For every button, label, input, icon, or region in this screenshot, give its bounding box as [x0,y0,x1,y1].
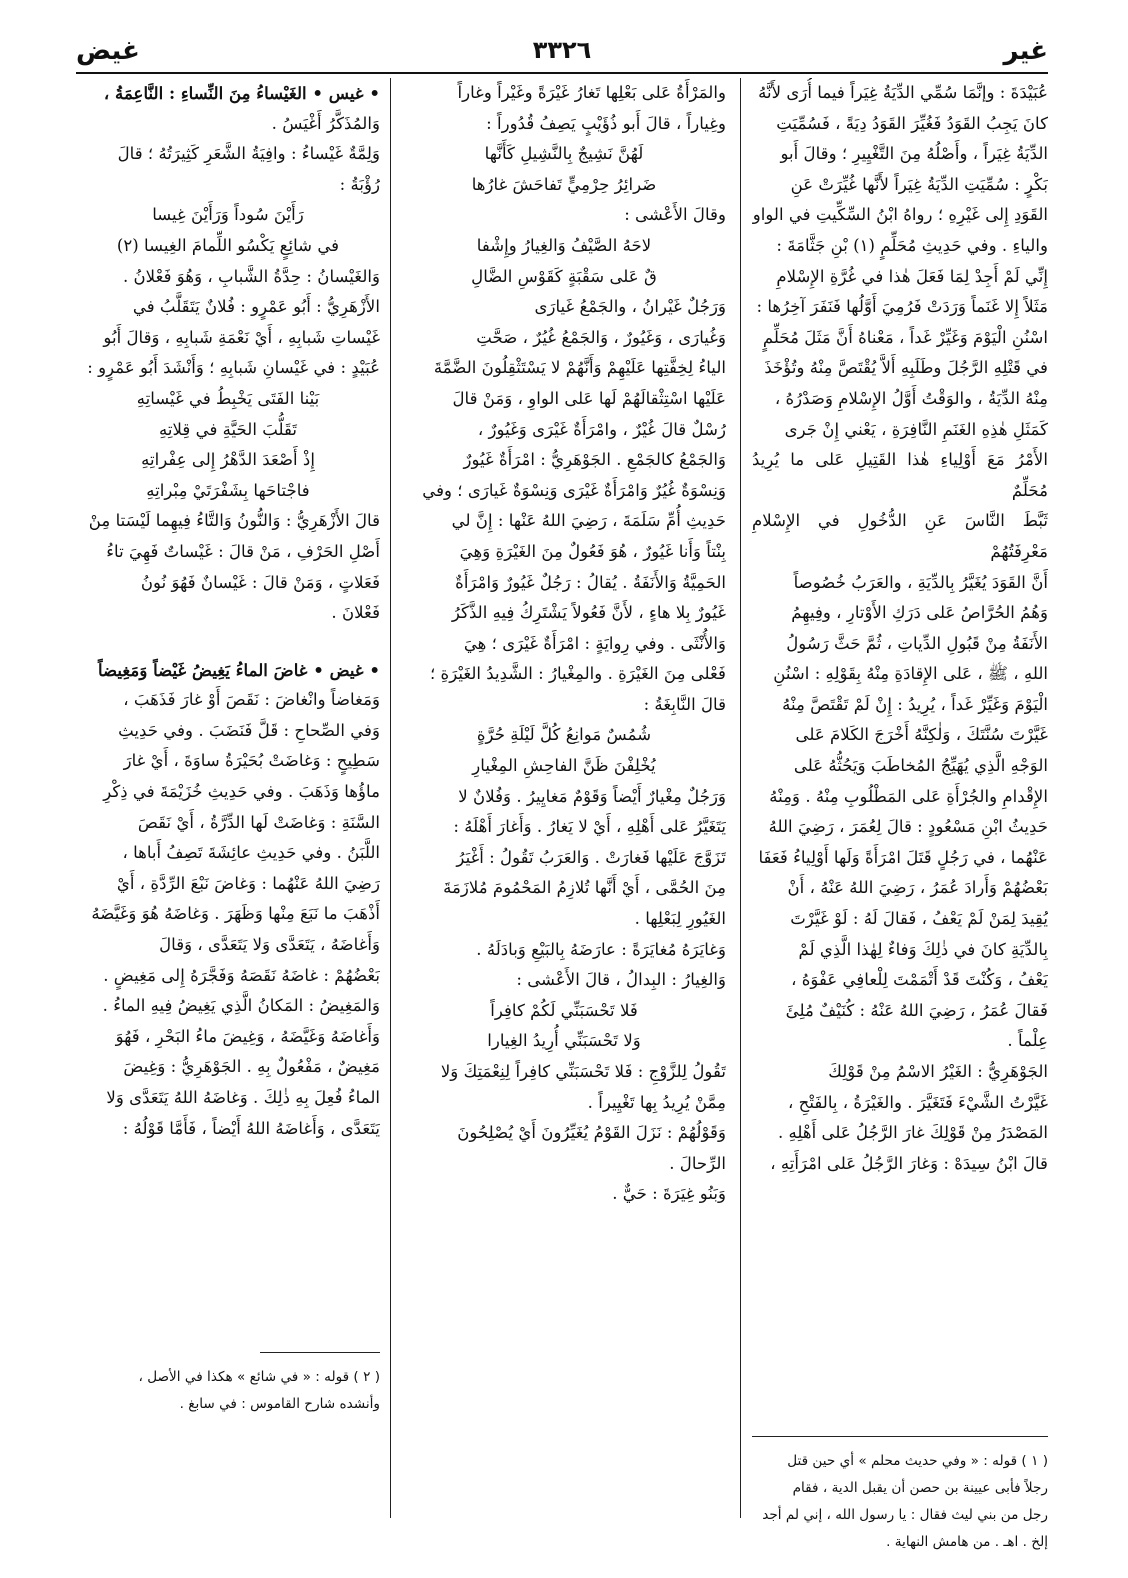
text-line: رَضِيَ اللهُ عَنْهُما : وَغاضَ نَبْعَ الرِّدَّةِ ، أَيْ [116,873,380,893]
text-line: قالَ النَّابِغَةُ : [643,694,726,714]
text-line: وَنِسْوَةٌ غُيُرٌ وَامْرَأَةٌ غَيْرَى وَنِسْوَةٌ غَيارَى ؛ وفي [422,480,726,500]
middle-column [402,78,726,1548]
text-line: وَهُمُ الحُرَّاصُ عَلى دَرَكِ الأَوْتارِ ، وفِيهِمُ [791,603,1048,623]
verse-line: فاجْتاحَها بِشَفْرَتَيْ مِبْراتِهِ [146,480,310,500]
text-line: عِلْماً . [1007,1031,1048,1051]
text-line: والمَرْأَةُ عَلى بَعْلِها تَغارُ غَيْرَةً وغَيْراً وغاراً [457,83,726,102]
text-line: بِنْتاً وَأَنا غَيُورٌ ، هُوَ فَعُولٌ مِنَ الغَيْرَةِ وَهِيَ [459,541,726,561]
verse-line: شُمُسٌ مَوانِعُ كُلَّ لَيْلَةِ حُرَّةٍ [476,725,652,745]
text-line: رُؤْبَةُ : [339,174,380,194]
text-line: حَدِيثِ أُمِّ سَلَمَةَ ، رَضِيَ اللهُ عَنْها : إِنَّ لي [451,511,726,531]
verse-line: لَهُنَّ نَشِيجٌ بِالنَّشِيلِ كَأَنَّها [484,144,644,164]
verse-line: وَلا تَحْسَبَنِّي أُرِيدُ الغِيارا [487,1031,641,1051]
text-line: سَطِيحٍ : وَغاضَتْ بُحَيْرَةُ ساوَةَ ، أَيْ غارَ [123,751,380,771]
verse-line: لاحَهُ الصَّيْفُ وَالغِيارُ وإِشْفا [476,235,652,255]
text-line: فَعْلى مِنَ الغَيْرَةِ . والمِغْيارُ : الشَّدِيدُ الغَيْرَةِ ؛ [429,664,726,684]
text-line: الأَنَفَةُ مِنْ قَبُولِ الدِّياتِ ، ثُمَّ حَثَّ رَسُولُ [786,633,1048,653]
text-line: وَقَوْلُهُمْ : نَزَلَ القَوْمُ يُغَيِّرُونَ أَيْ يُصْلِحُونَ [457,1123,726,1143]
text-line: يَتَغَيَّرُ عَلى أَهْلِهِ ، أَيْ لا يَغارُ . وَأَغارَ أَهْلَهُ : [453,817,726,837]
text-line: تَزَوَّجَ عَلَيْها فَغارَتْ . وَالعَرَبُ تَقُولُ : أَغْيَرُ [456,847,726,867]
text-line: فَقالَ عُمَرُ ، رَضِيَ اللهُ عَنْهُ : كُنَيْفٌ مُلِئَ [785,1000,1048,1020]
text-line: يُقِيدَ لِمَنْ لَمْ يَعْفُ ، فَقالَ لَهُ : لَوْ غَيَّرْتَ [790,909,1048,929]
verse-line: تَقَلُّبَ الحَيَّةِ في قِلاتِهِ [158,419,298,439]
footnote-line: إلخ . اهـ . من هامش النهاية . [886,1534,1048,1550]
text-line: الوَجْهِ الَّذِي يُهَيِّجُ المُخاطَبَ وَيَحُثُّهُ عَلى [793,756,1048,776]
text-line: وَالجَمْعُ كالجَمْعِ . الجَوْهَرِيُّ : امْرَأَةٌ غَيُورٌ [463,450,726,470]
text-line: الْيَوْمَ وَغَيِّرْ غَداً ، يُرِيدُ : إِنْ لَمْ تَقْتَصَّ مِنْهُ [782,694,1048,714]
text-line: مَغِيضٌ ، مَفْعُولٌ بِهِ . الجَوْهَرِيُّ : وَغِيضَ [123,1057,380,1077]
text-line: وَالمُذَكَّرُ أَغْيَسُ . [271,113,380,133]
text-line: ثَبَّطَ النَّاسَ عَنِ الدُّخُولِ في الإِسْلامِ مَعْرِفَتُهُمْ [752,511,1048,561]
text-line: في قَتْلِهِ الرَّجُلَ وطَلَبِهِ أَلاَّ يُقْتَصَّ مِنْهُ وتُؤْخَذَ [764,358,1048,378]
verse-line: فَلا تَحْسَبَنِّي لَكُمْ كافِراً [490,1000,638,1020]
text-line: غَيَّرْتُ الشَّيْءَ فَتَغَيَّرَ . والغَيْرَةُ ، بِالفَتْحِ ، [788,1092,1048,1112]
text-line: يَتَعَدَّى ، وَأَغاضَهُ اللهُ أَيْضاً ، فَأَمَّا قَوْلُهُ : [122,1118,380,1138]
verse-line: يُخْلِفْنَ ظَنَّ الفاحِشِ المِغْيارِ [472,756,656,776]
text-line: رُسْلٌ قالَ غُيْرٌ ، وامْرَأَةٌ غَيْرَى وَغَيُورٌ ، [477,419,726,439]
footnote-line: ( ٢ ) قوله : « في شائع » هكذا في الأصل ، [138,1369,380,1385]
text-line: مِنْهُ الدِّيَةُ ، والوَقْتُ أَوَّلُ الإِسْلامِ وَصَدْرُهُ ، [774,388,1048,408]
entry-heading-ghyd: • غيض • غاضَ الماءُ يَغِيضُ غَيْضاً وَمَغِيضاً [97,659,380,680]
text-line: وَغُيارَى ، وَغَيُورٌ ، وَالجَمْعُ غُيُرٌ ، صَحَّتِ [476,327,726,347]
text-line: السَّنَةِ : وَغاضَتْ لَها الدِّرَّةُ ، أَيْ نَقَصَ [137,812,380,832]
text-line: غَيُورٌ بِلا هاءٍ ، لأَنَّ فَعُولاً يَشْتَرِكُ فِيهِ الذَّكَرُ [451,603,726,623]
text-line: وَفي الصِّحاحِ : قَلَّ فَنَضَبَ . وفي حَدِيثِ [118,720,380,740]
text-line: وغِياراً ، قالَ أَبو ذُؤَيْبٍ يَصِفُ قُدُوراً : [486,113,726,133]
column-divider [740,78,741,1518]
text-line: الدِّيَةُ غِيَراً ، وأَصْلُهُ مِنَ التَّغْيِيرِ ؛ وقالَ أَبو [780,144,1048,164]
text-line: بَعْضُهُمْ وَأَرادَ عُمَرُ ، رَضِيَ اللهُ عَنْهُ ، أَنْ [787,878,1048,898]
text-line: الرِّحالَ . [669,1153,726,1173]
text-line: الماءُ فُعِلَ بِهِ ذٰلِكَ . وَغاضَهُ اللهُ يَتَعَدَّى وَلا [106,1088,380,1107]
text-line: وَالغَيْسانُ : حِدَّةُ الشَّبابِ ، وَهُوَ فَعْلانُ . [122,266,380,286]
text-line: بَعْضُهُمْ : غاضَهُ نَقَصَهُ وَفَجَّرَهُ إِلى مَغِيضٍ . [103,965,380,985]
text-line: وَرَجُلٌ غَيْرانُ ، والجَمْعُ غَيارَى [534,297,726,317]
right-column [752,78,1048,1418]
text-line: القَوَدِ إِلى غَيْرِهِ ؛ رواهُ ابْنُ السِّكِّيتِ في الواو [752,205,1048,225]
right-headword: غير [1003,36,1048,66]
text-line: المَصْدَرُ مِنْ قَوْلِكَ غارَ الرَّجُلُ عَلى أَهْلِهِ . [777,1123,1048,1143]
text-line: يَعْفُ ، وَكُنْتَ قَدْ أَتْمَمْتَ لِلْعافِي عَفْوَهُ ، [791,970,1048,990]
entry-heading-ghys: • غيس • الغَيْساءُ مِنَ النِّساءِ : النَّاعِمَةُ ، [103,83,380,103]
footnote-left [76,1364,380,1424]
text-line: اسْنُنِ الْيَوْمَ وَغَيِّرْ غَداً ، مَعْناهُ أَنَّ مَثَلَ مُحَلِّمٍ [762,327,1048,347]
text-line: كَمَثَلِ هٰذِهِ الغَنَمِ النَّافِرَةِ ، يَعْني إِنْ جَرى [784,419,1048,439]
page-header [76,34,1048,74]
verse-line: في شائِعٍ يَكْسُو اللِّمامَ الغِيسا (٢) [116,235,340,255]
footnote-rule [752,1436,1048,1437]
text-line: غَيَّرْتَ سُنَّتَكَ ، وَلٰكِنَّهُ أَخْرَجَ الكَلامَ عَلى [795,725,1048,745]
text-line: الأَزْهَرِيُّ : أَبُو عَمْرٍو : فُلانٌ يَتَقَلَّبُ في [132,297,380,317]
text-line: عُبَيْدٍ : في غَيْسانِ شَبابِهِ ؛ وَأَنْشَدَ أَبُو عَمْرٍو : [87,358,380,378]
text-line: إِنِّي لَمْ أَجِدْ لِمَا فَعَلَ هٰذا في غُرَّةِ الإِسْلامِ [776,266,1048,286]
text-line: عَلَيْها اسْتِثْقالَهُمْ لَها عَلى الواوِ ، وَمَنْ قالَ [452,388,726,408]
text-line: وَمَغاضاً وانْغاضَ : نَقَصَ أَوْ غارَ فَذَهَبَ ، [123,690,380,710]
text-line: تَقُولُ لِلزَّوْجِ : فَلا تَحْسَبَنِّي كافِراً لِنِعْمَتِكَ وَلا [440,1062,726,1081]
verse-line: إِذْ أَصْعَدَ الدَّهْرُ إِلى عِفْراتِهِ [141,450,315,470]
text-line: كانَ يَجِبُ القَوَدُ فَغُيِّرَ القَوَدُ دِيَةً ، فَسُمِّيَتِ [776,113,1048,133]
text-line: وَالمَغِيضُ : المَكانُ الَّذِي يَغِيضُ فِيهِ الماءُ . [102,996,380,1016]
text-line: الجَوْهَرِيُّ : الغَيْرُ الاسْمُ مِنْ قَوْلِكَ [828,1062,1048,1081]
text-line: فَعْلانَ . [331,603,380,623]
text-line: الياءُ لِخِفَّتِها عَلَيْهِمْ وَأَنَّهُمْ لا يَسْتَثْقِلُونَ الضَّمَّةَ [433,358,726,378]
text-line: ماؤُها وَذَهَبَ . وفي حَدِيثِ خُزَيْمَةَ في ذِكْرِ [103,782,380,802]
left-column [76,78,380,1548]
text-line: وَرَجُلٌ مِغْيارٌ أَيْضاً وَقَوْمٌ مَغايِيرُ . وَفُلانٌ لا [458,786,726,806]
text-line: وَالغِيارُ : البِدالُ ، قالَ الأَعْشى : [516,970,726,990]
footnote-rule [260,1352,380,1353]
verse-line: رَأَيْنَ سُوداً وَرَأَيْنَ غِيسا [152,205,304,225]
text-line: غَيْساتِ شَبابِهِ ، أَيْ نَعْمَةِ شَبابِهِ ، وَقالَ أَبُو [103,327,380,347]
footnote-line: وأنشده شارح القاموس : في سابغ . [179,1396,380,1412]
text-line: قالَ الأَزْهَرِيُّ : وَالنُّونُ وَالتَّاءُ فِيهِما لَيْسَتا مِنْ [88,511,380,531]
footnote-line: ( ١ ) قوله : « وفي حديث محلم » أي حين قتل [787,1453,1048,1469]
text-line: أَصْلِ الحَرْفِ ، مَنْ قالَ : غَيْساتٌ فَهِيَ تاءُ [106,541,380,561]
text-line: الإِقْدامِ والجُرْأَةِ عَلى المَطْلُوبِ مِنْهُ . وَمِنْهُ [769,786,1048,806]
column-divider [390,78,391,1518]
verse-line: بَيْنا الفَتَى يَخْبِطُ في غَيْساتِهِ [136,388,320,408]
text-line: بِالدِّيَةِ كانَ في ذٰلِكَ وَفاءٌ لِهٰذا الَّذِي لَمْ [798,939,1048,959]
verse-line: ضَرائِرُ حِرْمِيٍّ تَفاحَشَ غارُها [471,174,657,194]
footnote-line: رجلاً فأبى عيينة بن حصن أن يقبل الدية ، فقام [792,1480,1048,1496]
page-number: ٣٣٢٦ [532,36,592,64]
text-line: مِمَّنْ يُرِيدُ بِها تَغْيِيراً . [587,1092,726,1112]
text-line: أَنَّ القَوَدَ يُغَيَّرُ بِالدِّيَةِ ، والعَرَبُ خُصُوصاً [793,572,1048,592]
text-line: وَأَغاضَهُ وَغَيَّضَهُ ، وَغِيضَ ماءُ البَحْرِ ، فَهُوَ [115,1026,380,1046]
text-line: وَبَنُو غِيَرَةَ : حَيٌّ . [612,1184,726,1204]
text-line: وَالأُنْثَى . وفي رِوايَةٍ : امْرَأَةٌ غَيْرَى ؛ هِيَ [463,633,726,653]
text-line: الأَمْرُ مَعَ أَوْلِياءِ هٰذا القَتِيلِ عَلى ما يُرِيدُ مُحَلِّمٌ [752,450,1048,500]
verse-line: قٌ عَلى سَقْبَةٍ كَقَوْسِ الضَّالِ [471,266,657,286]
text-line: الحَمِيَّةُ وَالأَنَفَةُ . يُقالُ : رَجُلٌ غَيُورٌ وَامْرَأَةٌ [455,572,726,592]
text-line: والياءِ . وفي حَدِيثِ مُحَلِّمٍ (١) بْنِ جَثَّامَةَ : [776,235,1048,255]
text-line: الغَيُورِ لِبَعْلِها . [634,909,726,929]
footnote-line: رجل من بني ليث فقال : يا رسول الله ، إني لم أجد [762,1507,1048,1523]
text-line: فَعَلاتٍ ، وَمَنْ قالَ : غَيْسانٌ فَهُوَ نُونُ [140,572,380,592]
text-line: بَكْرٍ : سُمِّيَتِ الدِّيَةُ غِيَراً لأَنَّها غُيِّرَتْ عَنِ [790,174,1048,194]
text-line: وقالَ الأَعْشى : [624,205,726,225]
text-line: عَنْهُما ، في رَجُلٍ قَتَلَ امْرَأَةً وَلَها أَوْلِياءُ فَعَفَا [758,847,1048,867]
left-headword: غيض [76,36,140,66]
text-line: وَغايَرَهُ مُغايَرَةً : عارَضَهُ بِالبَيْعِ وَبادَلَهُ . [476,939,726,959]
text-line: أَذْهَبَ ما نَبَعَ مِنْها وَظَهَرَ . وَغاضَهُ هُوَ وَغَيَّضَهُ [91,904,380,924]
text-line: وَأَغاضَهُ ، يَتَعَدَّى وَلا يَتَعَدَّى ، وَقالَ [159,935,380,955]
text-line: اللَّبَنُ . وفي حَدِيثِ عائِشَةَ تَصِفُ أَباها ، [122,843,380,863]
text-line: عُبَيْدَةَ : وإنَّمَا سُمِّي الدِّيَةُ غِيَراً فيما أُرَى لأَنَّهُ [758,83,1048,102]
text-line: اللهِ ، ﷺ ، عَلى الإِقادَةِ مِنْهُ بِقَوْلِهِ : اسْنُنِ [773,664,1048,684]
text-line: وَلِمَّةٌ غَيْساءُ : وافِيَةُ الشَّعَرِ كَثِيرَتُهُ ؛ قالَ [117,144,380,164]
footnote-right [752,1448,1048,1558]
text-line: مَثَلاً إِلا غَنَماً وَرَدَتْ فَرُمِيَ أَوَّلُها فَنَفَرَ آخِرُها : [756,297,1048,317]
text-line: قالَ ابْنُ سِيدَهْ : وَغارَ الرَّجُلُ عَلى امْرَأَتِهِ ، [770,1153,1048,1173]
text-line: مِنَ الحُمَّى ، أَيْ أَنَّها تُلازِمُ المَحْمُومَ مُلازَمَةَ [443,878,726,898]
entry-gap [76,629,380,655]
text-line: حَدِيثُ ابْنِ مَسْعُودٍ : قالَ لِعُمَرَ ، رَضِيَ اللهُ [768,817,1048,837]
